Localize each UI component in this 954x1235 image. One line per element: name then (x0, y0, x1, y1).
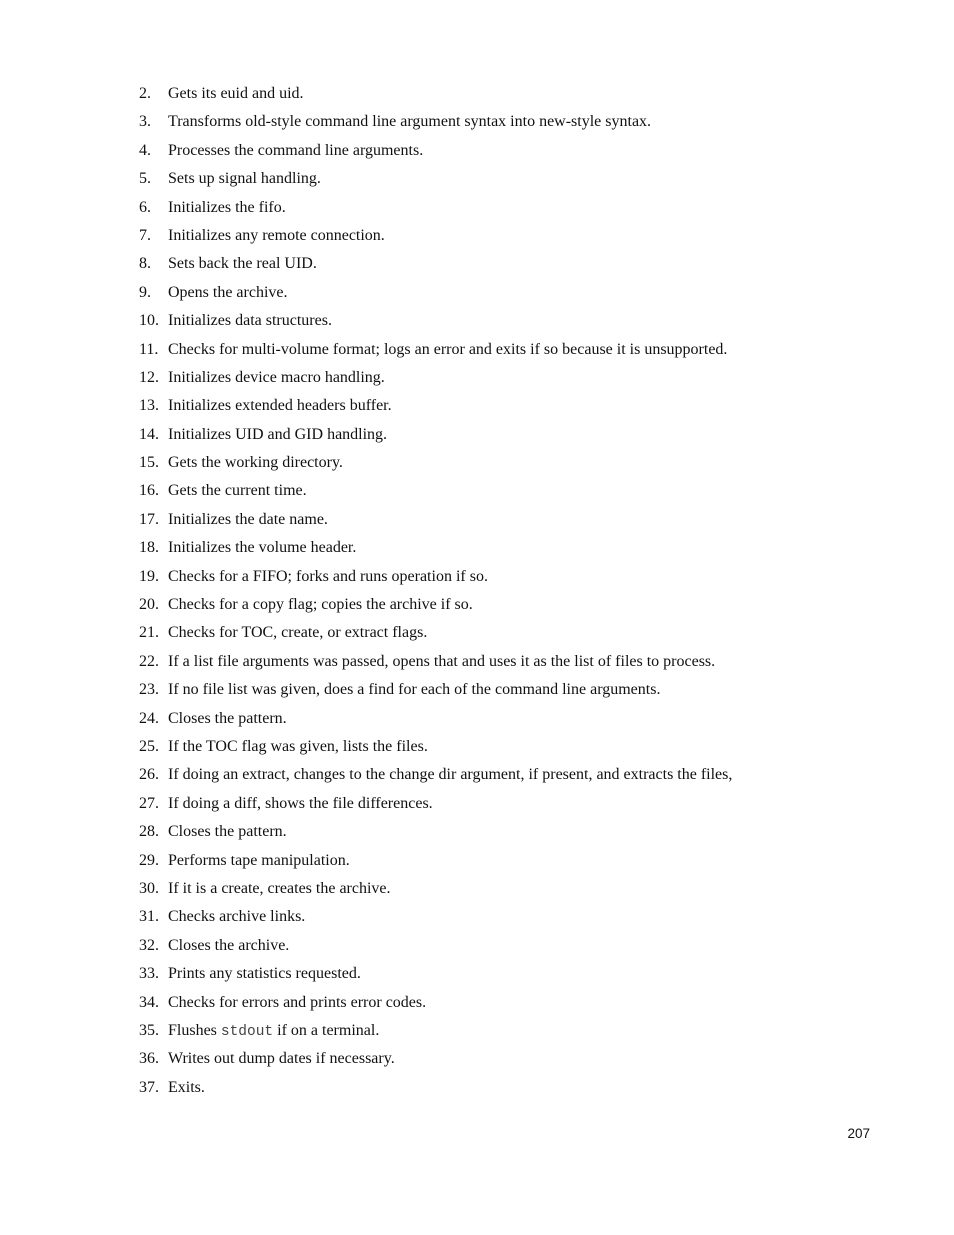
step-number: 25. (139, 737, 159, 755)
step-text: Closes the pattern. (168, 709, 287, 727)
step-number: 4. (139, 141, 151, 159)
step-text: Gets the working directory. (168, 454, 343, 472)
step-number: 26. (139, 766, 159, 784)
step-text: If doing an extract, changes to the change dir argument, if present, and extracts the files, (168, 766, 733, 784)
step-text (168, 1018, 379, 1045)
list-item (139, 507, 899, 535)
step-number: 37. (139, 1078, 159, 1096)
step-number: 32. (139, 936, 159, 954)
list-item (139, 848, 899, 876)
step-text: Checks for errors and prints error codes. (168, 993, 427, 1011)
step-number: 9. (139, 283, 151, 301)
list-item (139, 81, 899, 109)
step-number: 15. (139, 454, 159, 472)
step-number: 21. (139, 624, 159, 642)
step-number: 35. (139, 1021, 159, 1039)
step-number: 30. (139, 879, 159, 897)
numbered-step-list (139, 81, 899, 1103)
step-text: Initializes the volume header. (168, 539, 357, 557)
step-text: If no file list was given, does a find for each of the command line arguments. (168, 681, 661, 699)
step-text: Initializes extended headers buffer. (168, 397, 392, 415)
step-text: Checks for a copy flag; copies the archive if so. (168, 596, 473, 614)
step-number: 29. (139, 851, 159, 869)
list-item (139, 109, 899, 137)
step-number: 2. (139, 85, 151, 102)
step-text: If it is a create, creates the archive. (168, 879, 391, 897)
list-item (139, 1075, 899, 1103)
step-text: Prints any statistics requested. (168, 965, 361, 983)
step-text: Transforms old-style command line argument syntax into new-style syntax. (168, 113, 652, 131)
step-text: Checks for a FIFO; forks and runs operation if so. (168, 567, 488, 585)
step-text: Exits. (168, 1078, 205, 1096)
step-text: Checks for multi-volume format; logs an error and exits if so because it is unsupported. (168, 340, 728, 358)
step-number: 23. (139, 681, 159, 699)
step-number: 28. (139, 823, 159, 841)
step-text: Sets up signal handling. (168, 170, 321, 188)
step-text: Checks for TOC, create, or extract flags. (168, 624, 428, 642)
list-item (139, 1046, 899, 1074)
step-text: Sets back the real UID. (168, 255, 317, 273)
step-text: Initializes device macro handling. (168, 368, 385, 386)
list-item (139, 933, 899, 961)
step-text: Closes the archive. (168, 936, 290, 954)
list-item (139, 564, 899, 592)
step-text: If the TOC flag was given, lists the files. (168, 737, 428, 755)
step-number: 16. (139, 482, 159, 500)
step-number: 12. (139, 368, 159, 386)
list-item (139, 791, 899, 819)
list-item (139, 478, 899, 506)
list-item (139, 734, 899, 762)
step-text: If a list file arguments was passed, opens that and uses it as the list of files to process. (168, 652, 716, 670)
list-item (139, 961, 899, 989)
list-item (139, 450, 899, 478)
step-number: 22. (139, 652, 159, 670)
step-text: Checks archive links. (168, 908, 306, 926)
list-item (139, 393, 899, 421)
list-item (139, 138, 899, 166)
step-number: 10. (139, 312, 159, 330)
list-item (139, 535, 899, 563)
list-item (139, 990, 899, 1018)
list-item (139, 620, 899, 648)
step-text: Initializes the fifo. (168, 198, 286, 216)
step-text: Opens the archive. (168, 283, 288, 301)
list-item (139, 819, 899, 847)
step-number: 18. (139, 539, 159, 557)
inline-code: stdout (220, 1023, 274, 1040)
step-text-before-code: Flushes (168, 1021, 217, 1039)
list-item (139, 592, 899, 620)
list-item (139, 876, 899, 904)
list-item (139, 365, 899, 393)
list-item (139, 166, 899, 194)
step-number: 34. (139, 993, 159, 1011)
step-text: Initializes any remote connection. (168, 226, 385, 244)
step-number: 24. (139, 709, 159, 727)
list-item (139, 1018, 899, 1046)
list-item (139, 223, 899, 251)
step-number: 6. (139, 198, 151, 216)
list-item (139, 706, 899, 734)
step-text: Gets its euid and uid. (168, 85, 304, 102)
list-item (139, 762, 899, 790)
step-text: Writes out dump dates if necessary. (168, 1050, 395, 1068)
step-number: 14. (139, 425, 159, 443)
list-item (139, 251, 899, 279)
step-text-after-code: if on a terminal. (277, 1021, 380, 1039)
step-text: Closes the pattern. (168, 823, 287, 841)
list-item (139, 195, 899, 223)
step-number: 31. (139, 908, 159, 926)
step-text: Initializes UID and GID handling. (168, 425, 388, 443)
step-text: Processes the command line arguments. (168, 141, 424, 159)
list-item (139, 337, 899, 365)
step-number: 17. (139, 510, 159, 528)
list-item (139, 677, 899, 705)
step-number: 20. (139, 596, 159, 614)
list-item (139, 280, 899, 308)
step-text: Gets the current time. (168, 482, 307, 500)
list-item (139, 649, 899, 677)
list-item (139, 422, 899, 450)
list-item (139, 308, 899, 336)
step-number: 27. (139, 794, 159, 812)
step-text: If doing a diff, shows the file differences. (168, 794, 433, 812)
page-number: 207 (847, 1126, 870, 1141)
step-number: 36. (139, 1050, 159, 1068)
step-number: 5. (139, 170, 151, 188)
step-text: Initializes the date name. (168, 510, 328, 528)
step-number: 7. (139, 226, 151, 244)
step-text: Performs tape manipulation. (168, 851, 350, 869)
step-number: 8. (139, 255, 151, 273)
step-number: 33. (139, 965, 159, 983)
step-text: Initializes data structures. (168, 312, 332, 330)
step-number: 19. (139, 567, 159, 585)
step-number: 11. (139, 340, 159, 358)
step-number: 3. (139, 113, 151, 131)
list-item (139, 904, 899, 932)
step-number: 13. (139, 397, 159, 415)
